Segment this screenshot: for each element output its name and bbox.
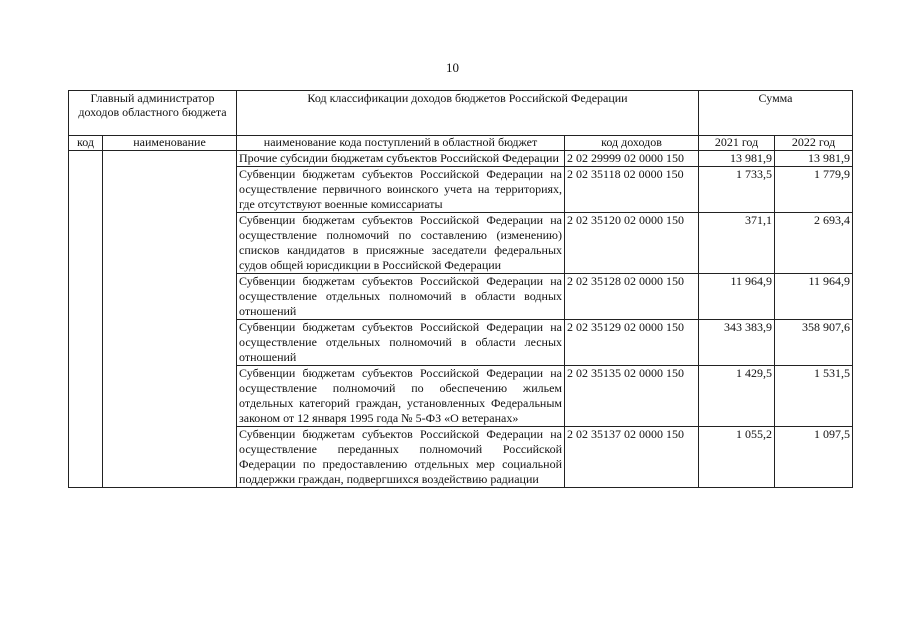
header-name: наименование bbox=[103, 136, 237, 151]
header-code: код bbox=[69, 136, 103, 151]
header-revenue-name: наименование кода поступлений в областной бюджет bbox=[237, 136, 565, 151]
row-amount-2022: 2 693,4 bbox=[775, 213, 853, 274]
header-row-sub bbox=[69, 136, 853, 151]
row-description: Прочие субсидии бюджетам субъектов Российской Федерации bbox=[237, 151, 565, 167]
row-revenue-code: 2 02 35128 02 0000 150 bbox=[565, 274, 699, 320]
header-row-top bbox=[69, 91, 853, 136]
row-description: Субвенции бюджетам субъектов Российской Федерации на осуществление отдельных полномочий в области лесных отношений bbox=[237, 320, 565, 366]
header-revenue-code: код доходов bbox=[565, 136, 699, 151]
revenue-table bbox=[68, 90, 853, 488]
table-row bbox=[69, 151, 853, 167]
row-revenue-code: 2 02 35120 02 0000 150 bbox=[565, 213, 699, 274]
header-admin-group: Главный администратор доходов областного бюджета bbox=[69, 91, 237, 136]
row-revenue-code: 2 02 35118 02 0000 150 bbox=[565, 167, 699, 213]
row-amount-2021: 1 733,5 bbox=[699, 167, 775, 213]
row-amount-2021: 1 055,2 bbox=[699, 427, 775, 488]
page-number: 10 bbox=[446, 60, 459, 75]
row-description: Субвенции бюджетам субъектов Российской Федерации на осуществление первичного воинского учета на территориях, где отсутствуют военные комиссариаты bbox=[237, 167, 565, 213]
row-amount-2021: 371,1 bbox=[699, 213, 775, 274]
row-revenue-code: 2 02 29999 02 0000 150 bbox=[565, 151, 699, 167]
header-classification-group: Код классификации доходов бюджетов Российской Федерации bbox=[237, 91, 699, 136]
row-amount-2021: 343 383,9 bbox=[699, 320, 775, 366]
row-revenue-code: 2 02 35137 02 0000 150 bbox=[565, 427, 699, 488]
row-amount-2022: 1 779,9 bbox=[775, 167, 853, 213]
row-amount-2022: 1 531,5 bbox=[775, 366, 853, 427]
header-sum-group: Сумма bbox=[699, 91, 853, 136]
row-amount-2021: 13 981,9 bbox=[699, 151, 775, 167]
row-description: Субвенции бюджетам субъектов Российской Федерации на осуществление полномочий по обеспечению жильем отдельных категорий граждан, установленных Федеральным законом от 12 января 1995 года № 5-ФЗ «О ветеранах» bbox=[237, 366, 565, 427]
header-year-2022: 2022 год bbox=[775, 136, 853, 151]
row-revenue-code: 2 02 35135 02 0000 150 bbox=[565, 366, 699, 427]
row-description: Субвенции бюджетам субъектов Российской Федерации на осуществление полномочий по составлению (изменению) списков кандидатов в присяжные заседатели федеральных судов общей юрисдикции в Российской Федерации bbox=[237, 213, 565, 274]
row-amount-2021: 1 429,5 bbox=[699, 366, 775, 427]
row-description: Субвенции бюджетам субъектов Российской Федерации на осуществление отдельных полномочий в области водных отношений bbox=[237, 274, 565, 320]
row-revenue-code: 2 02 35129 02 0000 150 bbox=[565, 320, 699, 366]
header-year-2021: 2021 год bbox=[699, 136, 775, 151]
row-amount-2022: 358 907,6 bbox=[775, 320, 853, 366]
row-amount-2021: 11 964,9 bbox=[699, 274, 775, 320]
admin-code-cell bbox=[69, 151, 103, 488]
row-amount-2022: 13 981,9 bbox=[775, 151, 853, 167]
row-description: Субвенции бюджетам субъектов Российской Федерации на осуществление переданных полномочий Российской Федерации по предоставлению отдельных мер социальной поддержки граждан, подвергшихся воздействию радиации bbox=[237, 427, 565, 488]
admin-name-cell bbox=[103, 151, 237, 488]
row-amount-2022: 1 097,5 bbox=[775, 427, 853, 488]
row-amount-2022: 11 964,9 bbox=[775, 274, 853, 320]
